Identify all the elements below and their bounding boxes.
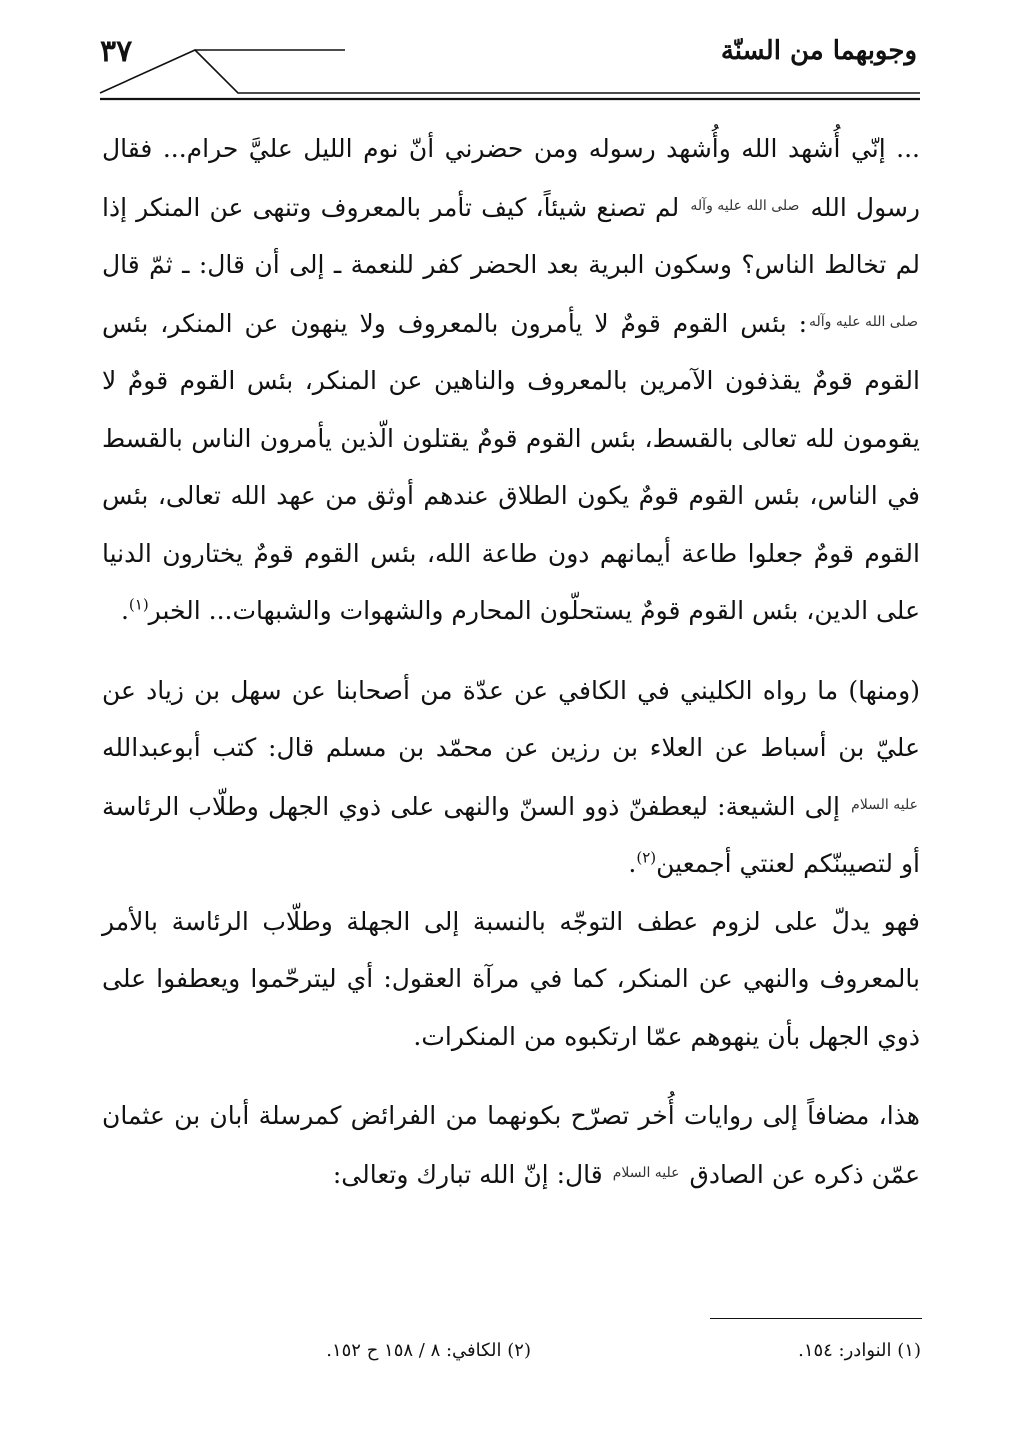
paragraph-1-text-end: : بئس القوم قومٌ لا يأمرون بالمعروف ولا ينهون عن المنكر، بئس القوم قومٌ يقذفون الآمرين بالمعروف والناهين عن المنكر، بئس القوم قومٌ لا يقومون لله تعالى بالقسط، بئس القوم قومٌ يقتلون الّذين يأمرون الناس بالقسط في الناس، بئس القوم قومٌ يكون الطلاق عندهم أوثق من عهد الله تعالى، بئس القوم قومٌ جعلوا طاعة أيمانهم دون طاعة الله، بئس القوم قومٌ يختارون الدنيا على الدين، بئس القوم قومٌ يستحلّون المحارم والشهوات والشبهات... الخبر <box>102 308 920 625</box>
paragraph-2-text: (ومنها) ما رواه الكليني في الكافي عن عدّة من أصحابنا عن سهل بن زياد عن عليّ بن أسباط عن العلاء بن رزين عن محمّد بن مسلم قال: كتب أبوعبدالله <box>102 675 920 762</box>
footnote-2: (٢) الكافي: ٨ / ١٥٨ ح ١٥٢. <box>326 1340 531 1361</box>
paragraph-3-text: فهو يدلّ على لزوم عطف التوجّه بالنسبة إلى الجهلة وطلّاب الرئاسة بالأمر بالمعروف والنهي عن المنكر، كما في مرآة العقول: أي ليترحّموا ويعطفوا على ذوي الجهل بأن ينهوهم عمّا ارتكبوه من المنكرات. <box>102 906 920 1051</box>
footnote-1: (١) النوادر: ١٥٤. <box>798 1340 921 1361</box>
paragraph-4-text-cont: قال: إنّ الله تبارك وتعالى: <box>332 1159 603 1189</box>
honorific-prophet-glyph: صلى الله عليه وآله <box>690 197 800 214</box>
paragraph-2-text-cont: إلى الشيعة: ليعطفنّ ذوو السنّ والنهى على ذوي الجهل وطلّاب الرئاسة أو لتصيبنّكم لعنتي أجمعين <box>102 791 920 878</box>
footnote-ref-1[interactable]: (١) <box>128 595 149 614</box>
paragraph-1-text-cont: لم تصنع شيئاً، كيف تأمر بالمعروف وتنهى عن المنكر إذا لم تخالط الناس؟ وسكون البرية بعد الحضر كفر للنعمة ـ إلى أن قال: ـ ثمّ قال <box>102 192 920 279</box>
paragraph-2 <box>102 662 920 893</box>
header-rule <box>0 0 1021 110</box>
paragraph-4 <box>102 1087 920 1203</box>
paragraph-3 <box>102 893 920 1066</box>
page-number: ٣٧ <box>100 34 133 69</box>
paragraph-1-text: ... إنّي أُشهد الله وأُشهد رسوله ومن حضرني أنّ نوم الليل عليَّ حرام... فقال رسول الله <box>102 134 921 222</box>
paragraph-1-period: . <box>120 596 129 625</box>
body-text <box>102 120 920 1203</box>
paragraph-1 <box>102 120 920 640</box>
page-header <box>0 0 1021 110</box>
footnote-ref-2[interactable]: (٢) <box>636 848 657 867</box>
running-title: وجوبهما من السنّة <box>720 36 917 66</box>
footnote-rule <box>710 1318 922 1319</box>
paragraph-2-period: . <box>628 849 637 878</box>
paragraph-4-text: هذا، مضافاً إلى روايات أُخر تصرّح بكونهما من الفرائض كمرسلة أبان بن عثمان عمّن ذكره عن الصادق <box>102 1101 920 1189</box>
honorific-prophet-glyph-2: صلى الله عليه وآله <box>809 313 918 330</box>
honorific-imam-glyph-2: عليه السلام <box>612 1164 680 1181</box>
honorific-imam-glyph: عليه السلام <box>851 796 918 813</box>
